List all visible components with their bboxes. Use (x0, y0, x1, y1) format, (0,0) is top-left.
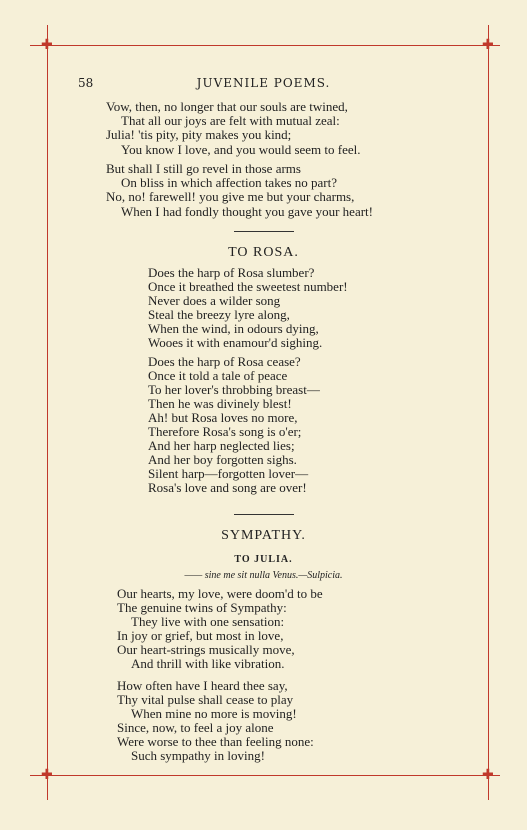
poem3-line: The genuine twins of Sympathy: (117, 600, 287, 615)
running-title: JUVENILE POEMS. (196, 76, 331, 90)
poem2-line: Ah! but Rosa loves no more, (148, 410, 298, 425)
poem2-line: When the wind, in odours dying, (148, 321, 319, 336)
poem3-line: Were worse to thee than feeling none: (117, 734, 314, 749)
section-divider (234, 231, 294, 232)
corner-ornament-bottom-left: ✚ (41, 767, 53, 783)
poem3-line: Thy vital pulse shall cease to play (117, 692, 294, 707)
poem3-epigraph: —— sine me sit nulla Venus.—Sulpicia. (184, 570, 343, 581)
border-bottom (30, 775, 500, 776)
poem1-line: That all our joys are felt with mutual zeal: (121, 113, 340, 128)
poem2-line: Silent harp—forgotten lover— (148, 466, 309, 481)
poem1-line: Vow, then, no longer that our souls are twined, (106, 99, 348, 114)
poem2-line: Then he was divinely blest! (148, 396, 292, 411)
poem3-line: Such sympathy in loving! (131, 748, 265, 763)
poem3-line: Since, now, to feel a joy alone (117, 720, 274, 735)
poem2-line: Never does a wilder song (148, 293, 281, 308)
poem1-line: No, no! farewell! you give me but your charms, (106, 189, 355, 204)
poem1-line: On bliss in which affection takes no part? (121, 175, 338, 190)
poem2-line: And her boy forgotten sighs. (148, 452, 297, 467)
poem3-line: Our hearts, my love, were doom'd to be (117, 586, 323, 601)
border-top (30, 45, 500, 46)
poem2-line: And her harp neglected lies; (148, 438, 295, 453)
border-right (488, 25, 489, 800)
poem2-title: TO ROSA. (228, 245, 299, 260)
poem1-line: But shall I still go revel in those arms (106, 161, 301, 176)
poem1-line: Julia! 'tis pity, pity makes you kind; (106, 127, 292, 142)
poem3-line: They live with one sensation: (131, 614, 285, 629)
poem2-line: Once it told a tale of peace (148, 368, 288, 383)
poem1-line: When I had fondly thought you gave your heart! (121, 204, 373, 219)
poem3-line: How often have I heard thee say, (117, 678, 288, 693)
poem3-line: Our heart-strings musically move, (117, 642, 295, 657)
poem2-line: Once it breathed the sweetest number! (148, 279, 348, 294)
poem2-line: To her lover's throbbing breast— (148, 382, 320, 397)
poem2-line: Does the harp of Rosa slumber? (148, 265, 315, 280)
poem3-title: SYMPATHY. (221, 528, 306, 543)
section-divider (234, 514, 294, 515)
poem3-subtitle: TO JULIA. (234, 554, 293, 565)
poem2-line: Rosa's love and song are over! (148, 480, 307, 495)
poem2-line: Steal the breezy lyre along, (148, 307, 290, 322)
poem2-line: Does the harp of Rosa cease? (148, 354, 301, 369)
poem2-line: Wooes it with enamour'd sighing. (148, 335, 323, 350)
corner-ornament-top-left: ✚ (41, 37, 53, 53)
poem3-line: When mine no more is moving! (131, 706, 297, 721)
poem3-line: In joy or grief, but most in love, (117, 628, 284, 643)
corner-ornament-top-right: ✚ (482, 37, 494, 53)
corner-ornament-bottom-right: ✚ (482, 767, 494, 783)
border-left (47, 25, 48, 800)
poem1-line: You know I love, and you would seem to feel. (121, 142, 361, 157)
poem3-line: And thrill with like vibration. (131, 656, 285, 671)
page-number: 58 (78, 76, 94, 90)
poem2-line: Therefore Rosa's song is o'er; (148, 424, 302, 439)
